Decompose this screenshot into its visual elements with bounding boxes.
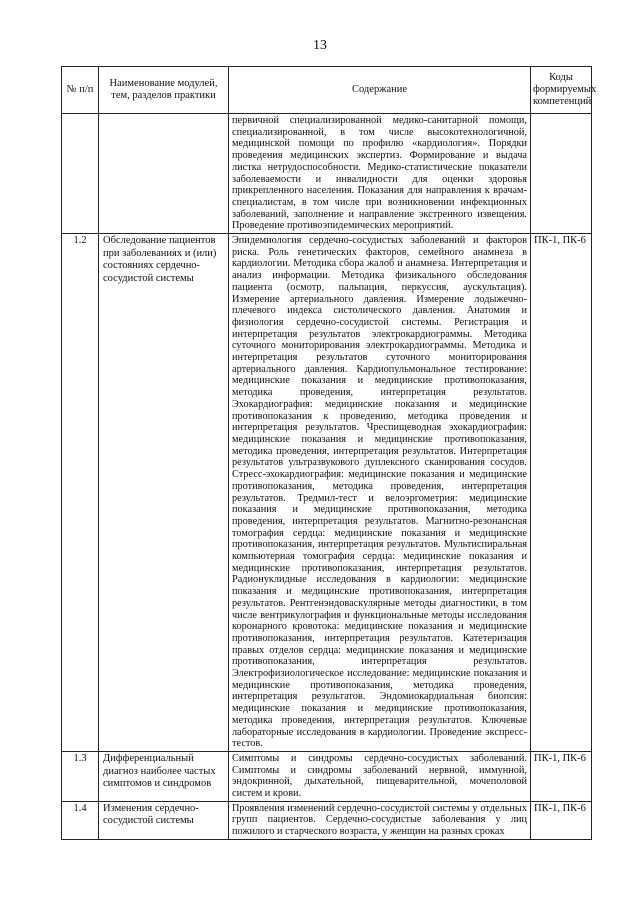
row-module-name (99, 114, 229, 234)
table-header-row (62, 67, 592, 114)
page-number: 13 (313, 38, 327, 53)
header-module-name: Наименование модулей, тем, разделов практики (99, 67, 229, 114)
curriculum-table (61, 66, 597, 840)
table-row (62, 801, 592, 839)
row-competency-codes (531, 114, 592, 234)
table-row (62, 751, 592, 801)
table-row (62, 234, 592, 752)
header-content: Содержание (229, 67, 531, 114)
table-row (62, 114, 592, 234)
row-number: 1.4 (62, 801, 99, 839)
row-content: первичной специализированной медико-санитарной помощи, специализированной, в том числе высокотехнологичной, медицинской помощи по профилю «кардиология». Порядки проведения медицинских экспертиз. Формирование и выдача листка нетрудоспособности. Медико-статистические показатели заболеваемости и инвалидности для оценки здоровья прикрепленного населения. Показания для направления к врачам-специалистам, в том числе при возникновении инфекционных заболеваний, заполнение и направление экстренного извещения. Проведение противоэпидемических мероприятий. (229, 114, 531, 234)
row-module-name: Изменения сердечно-сосудистой системы (99, 801, 229, 839)
row-competency-codes: ПК-1, ПК-6 (531, 751, 592, 801)
row-content: Симптомы и синдромы сердечно-сосудистых заболеваний. Симптомы и синдромы заболеваний нервной, иммунной, эндокринной, дыхательной, пищеварительной, мочеполовой систем и крови. (229, 751, 531, 801)
header-number: № п/п (62, 67, 99, 114)
row-module-name: Обследование пациентов при заболеваниях и (или) состояниях сердечно-сосудистой системы (99, 234, 229, 752)
row-content: Эпидемиология сердечно-сосудистых заболеваний и факторов риска. Роль генетических факторов, семейного анамнеза в кардиологии. Методика сбора жалоб и анамнеза. Интерпретация и анализ информации. Методика физикального обследования пациента (осмотр, пальпация, перкуссия, аускультация). Измерение артериального давления. Измерение лодыжечно-плечевого индекса систолического давления. Анатомия и физиология сердечно-сосудистой системы. Регистрация и интерпретация результатов электрокардиограммы. Методика суточного мониторирования электрокардиограммы. Методика и интерпретация результатов суточного мониторирования артериального давления. Кардиопульмональное тестирование: медицинские показания и медицинские противопоказания, методика проведения, интерпретация результатов. Эхокардиография: медицинские показания и медицинские противопоказания к проведению, методика проведения и интерпретация результатов. Чреспищеводная эхокардиография: медицинские показания и медицинские противопоказания, методика проведения, интерпретация результатов. Интерпретация результатов ультразвукового дуплексного сканирования сосудов. Стресс-эхокардиография: медицинские показания и медицинские противопоказания, методика проведения, интерпретация результатов. Тредмил-тест и велоэргометрия: медицинские показания и медицинские противопоказания, методика проведения, интерпретация результатов. Магнитно-резонансная томография сердца: медицинские показания и медицинские противопоказания, интерпретация результатов. Мультиспиральная компьютерная томография сердца: медицинские показания и медицинские противопоказания, интерпретация результатов. Радионуклидные исследования в кардиологии: медицинские показания и медицинские противопоказания, интерпретация результатов. Рентгенэндоваскулярные методы диагностики, в том числе вентрикулография и функциональные методы исследования коронарного кровотока: медицинские показания и медицинские противопоказания, интерпретация результатов. Катетеризация правых отделов сердца: медицинские показания и медицинские противопоказания, интерпретация результатов. Электрофизиологическое исследование: медицинские показания и медицинские противопоказания, методика проведения, интерпретация результатов. Эндомиокардиальная биопсия: медицинские показания и медицинские противопоказания, методика проведения, интерпретация результатов. Ключевые лабораторные исследования в кардиологии. Проведение экспресс-тестов. (229, 234, 531, 752)
row-competency-codes: ПК-1, ПК-6 (531, 234, 592, 752)
row-competency-codes: ПК-1, ПК-6 (531, 801, 592, 839)
row-content: Проявления изменений сердечно-сосудистой системы у отдельных групп пациентов. Сердечно-сосудистые заболевания у лиц пожилого и старческого возраста, у женщин на разных сроках (229, 801, 531, 839)
row-number (62, 114, 99, 234)
header-competency-codes: Коды формируемых компетенций (531, 67, 592, 114)
row-number: 1.3 (62, 751, 99, 801)
row-module-name: Дифференциальный диагноз наиболее частых симптомов и синдромов (99, 751, 229, 801)
row-number: 1.2 (62, 234, 99, 752)
